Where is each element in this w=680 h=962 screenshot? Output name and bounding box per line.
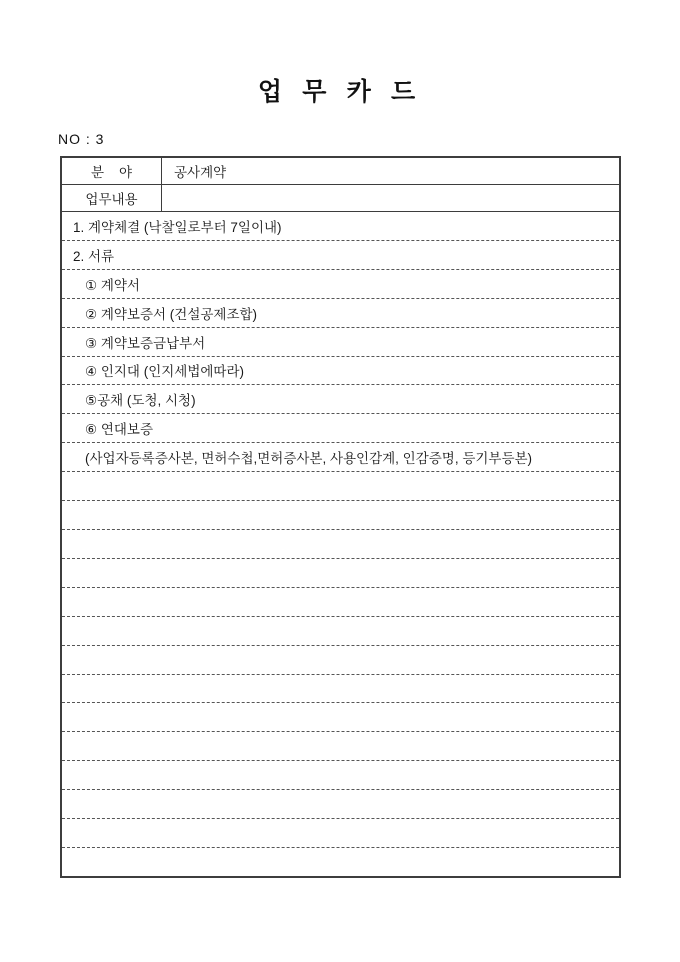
field-value-cell: 공사계약 <box>174 165 227 180</box>
empty-row <box>62 675 619 704</box>
empty-row <box>62 501 619 530</box>
table-row: 1. 계약체결 (낙찰일로부터 7일이내) <box>62 212 619 241</box>
work-content-header-row <box>62 185 619 212</box>
table-row: ① 계약서 <box>62 270 619 299</box>
work-card-table <box>60 156 621 878</box>
document-title: 업 무 카 드 <box>257 79 423 106</box>
empty-row <box>62 646 619 675</box>
table-row: ⑤공채 (도청, 시청) <box>62 385 619 414</box>
document-number: NO : 3 <box>58 131 105 147</box>
empty-row <box>62 790 619 819</box>
empty-row <box>62 761 619 790</box>
field-header-row <box>62 158 619 185</box>
empty-row <box>62 472 619 501</box>
table-row: (사업자등록증사본, 면허수첩,면허증사본, 사용인감계, 인감증명, 등기부등본) <box>62 443 619 472</box>
empty-row <box>62 617 619 646</box>
empty-row <box>62 588 619 617</box>
content-rows <box>62 212 619 876</box>
table-row: ② 계약보증서 (건설공제조합) <box>62 299 619 328</box>
empty-row <box>62 530 619 559</box>
empty-row <box>62 703 619 732</box>
field-label-cell: 분 야 <box>62 158 162 184</box>
empty-row <box>62 732 619 761</box>
table-row: ③ 계약보증금납부서 <box>62 328 619 357</box>
empty-row <box>62 559 619 588</box>
table-row: 2. 서류 <box>62 241 619 270</box>
empty-row <box>62 819 619 848</box>
empty-row <box>62 848 619 876</box>
work-content-value-cell <box>162 185 619 211</box>
table-row: ④ 인지대 (인지세법에따라) <box>62 357 619 386</box>
table-row: ⑥ 연대보증 <box>62 414 619 443</box>
work-content-label-cell: 업무내용 <box>62 185 162 211</box>
